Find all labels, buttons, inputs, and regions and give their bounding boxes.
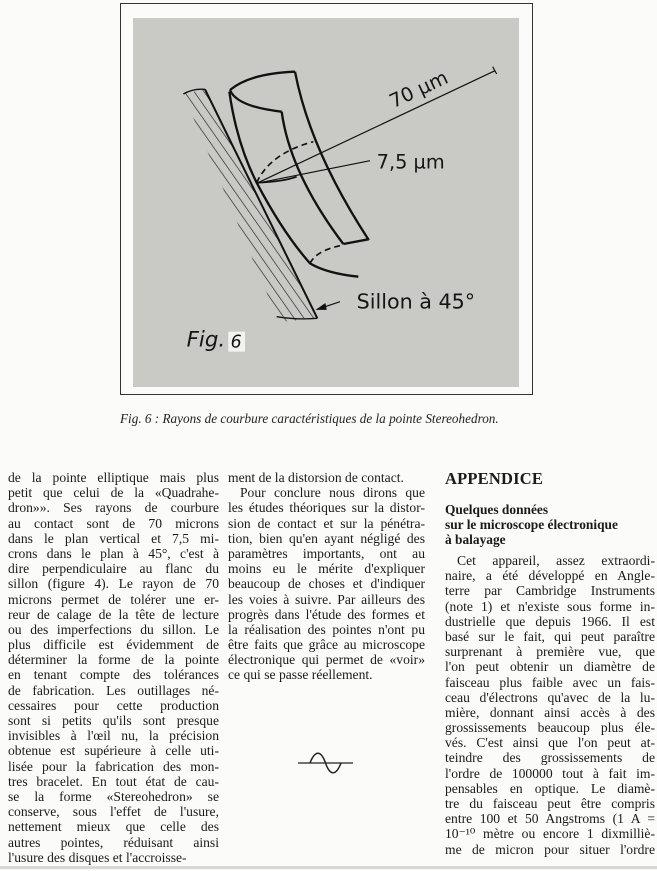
text-line: ou des imperfections du sillon. Le: [8, 621, 219, 637]
label-sillon: Sillon à 45°: [356, 289, 476, 314]
page-bottom-edge: [0, 866, 657, 869]
text-line: beaucoup de choses et d'indiquer: [228, 576, 425, 592]
fig-number: 6: [230, 332, 242, 353]
fig-word: Fig.: [186, 327, 226, 353]
text-line: électronique qui permet de «voir»: [228, 652, 425, 668]
text-line: sillon (figure 4). Le rayon de 70: [8, 576, 219, 592]
text-line: teindre des grossissements de: [445, 750, 655, 766]
text-column-1: [8, 470, 219, 865]
text-line: reur de calage de la tête de lecture: [8, 606, 219, 622]
text-line: ce qui se passe réellement.: [228, 667, 373, 683]
text-line: sion de contact et sur la pénétra-: [228, 515, 425, 531]
text-line: (note 1) et n'existe sous forme in-: [445, 598, 655, 614]
text-line: lisée pour la fabrication des mon-: [8, 758, 219, 774]
groove-wall-hatching: [183, 89, 317, 321]
appendix-column: [445, 470, 655, 857]
text-line: tre du faisceau peut être compris: [445, 796, 655, 811]
text-line: dans le plan vertical et 7,5 mi-: [8, 530, 219, 546]
text-line: l'usure des disques et l'accroisse-: [8, 849, 187, 865]
text-line: obtenue est supérieure à celle uti-: [8, 743, 219, 759]
text-line: les études théoriques sur la distor-: [228, 500, 425, 516]
text-line: être faits que grâce au microscope: [228, 637, 425, 653]
text-line: terre par Cambridge Instruments: [445, 583, 655, 599]
text-line: progrès dans l'étude des formes et: [228, 606, 425, 622]
figure-caption: Fig. 6 : Rayons de courbure caractéristiques de la pointe Stereohedron.: [120, 411, 499, 426]
text-line: petit que celui de la «Quadrahe-: [8, 485, 219, 501]
appendix-subheading: [445, 502, 655, 547]
text-line: ceau d'électrons qu'avec de la lu-: [445, 689, 655, 705]
text-line: la réalisation des pointes n'ont pu: [228, 621, 425, 637]
text-line: microns permet de tolérer une er-: [8, 591, 219, 607]
text-line: dron»». Ses rayons de courbure: [8, 500, 219, 516]
text-line: au contact sont de 70 microns: [8, 515, 219, 531]
text-line: naire, a été développé en Angle-: [445, 568, 655, 584]
sine-wave-ornament: [298, 752, 353, 774]
text-line: cessaires pour cette production: [8, 697, 219, 713]
subheading-line: sur le microscope électronique: [445, 517, 618, 532]
appendix-body: [445, 553, 655, 857]
text-line: 10⁻¹⁰ mètre ou encore 1 dixmilliè-: [445, 826, 655, 842]
text-line: les voies à suivre. Par ailleurs des: [228, 591, 425, 607]
text-line: entre 100 et 50 Angstroms (1 A =: [445, 811, 655, 827]
text-line: surprenant à première vue, que: [445, 644, 655, 660]
subheading-line: à balayage: [445, 532, 506, 547]
text-line: conserve, sous l'effet de l'usure,: [8, 804, 219, 820]
text-line: Pour conclure nous dirons que: [240, 485, 425, 501]
text-line: basé sur le fait, qui peut paraître: [445, 628, 655, 644]
text-line: ment de la distorsion de contact.: [228, 470, 404, 485]
text-line: plus difficile est évidemment de: [8, 637, 219, 653]
text-line: pensables en optique. Le diamè-: [445, 780, 655, 796]
text-line: tres bracelet. En tout état de cau-: [8, 773, 219, 789]
text-line: me de micron pour situer l'ordre: [445, 841, 655, 857]
text-line: invisibles à l'œil nu, la précision: [8, 728, 219, 744]
label-70-um: 70 µm: [385, 65, 452, 113]
text-line: déterminer la forme de la pointe: [8, 652, 219, 668]
text-line: l'on peut obtenir un diamètre de: [445, 659, 655, 675]
text-line: mière, donnant ainsi accès à des: [445, 704, 655, 720]
text-line: dustrielle que depuis 1966. Il est: [445, 613, 655, 629]
stylus-diagram: [110, 0, 550, 440]
text-line: se la forme «Stereohedron» se: [8, 788, 219, 804]
text-line: tion, bien qu'en ayant négligé des: [228, 530, 425, 546]
text-line: faisceau plus faible avec un fais-: [445, 674, 655, 690]
text-line: l'ordre de 100000 tout à fait im-: [445, 765, 655, 781]
text-line: de la pointe elliptique mais plus: [8, 470, 219, 485]
text-line: en tenant compte des tolérances: [8, 667, 219, 683]
text-line: sont si petits qu'ils sont presque: [8, 713, 219, 728]
text-column-2: [228, 470, 425, 683]
text-line: moins eu le mérite d'expliquer: [228, 561, 425, 577]
label-7-5-um: 7,5 µm: [376, 150, 445, 174]
text-line: nettement mieux que celle des: [8, 819, 219, 835]
text-line: crons dans le plan à 45°, c'est à: [8, 545, 219, 561]
text-line: paramètres importants, ont au: [228, 545, 425, 561]
text-line: grossissements beaucoup plus éle-: [445, 720, 655, 736]
appendix-title: APPENDICE: [445, 469, 544, 488]
text-line: dire perpendiculaire au flanc du: [8, 561, 219, 577]
subheading-line: Quelques données: [445, 502, 549, 517]
text-line: autres pointes, réduisant ainsi: [8, 834, 219, 850]
text-line: Cet appareil, assez extraordi-: [457, 553, 655, 568]
text-line: vés. C'est ainsi que l'on peut at-: [445, 735, 655, 751]
text-line: de fabrication. Les outillages né-: [8, 682, 219, 698]
